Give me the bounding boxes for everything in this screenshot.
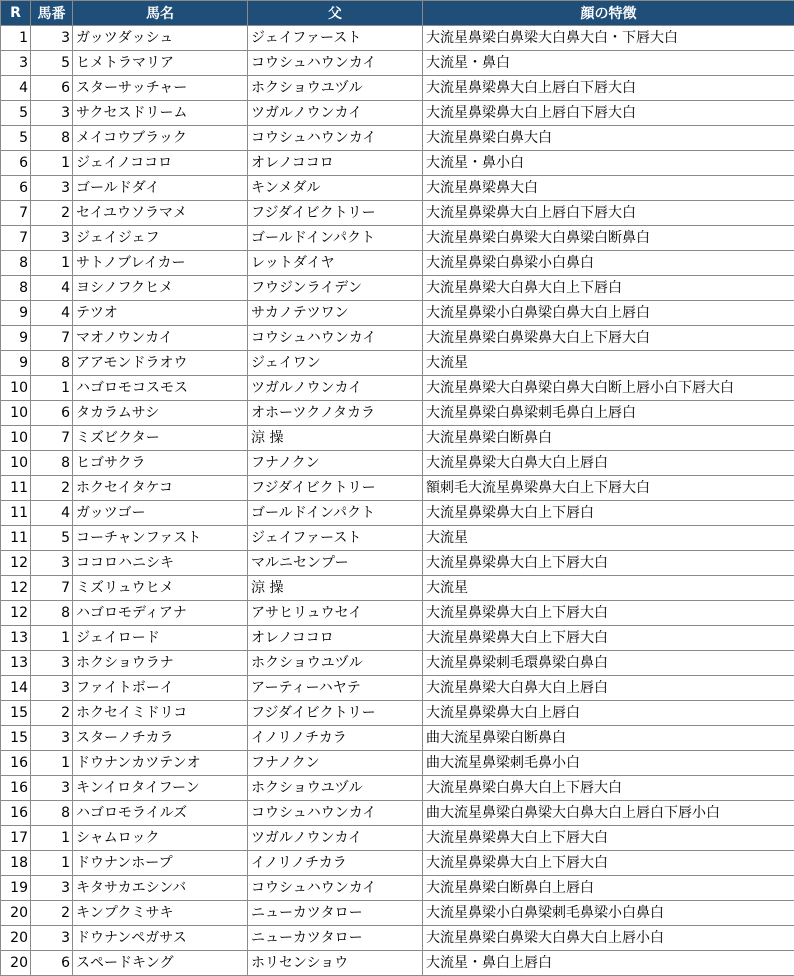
cell-face-features: 大流星鼻梁大白鼻大白上下唇白 <box>423 276 794 301</box>
cell-race: 3 <box>1 51 31 76</box>
cell-sire: 涼 操 <box>248 426 423 451</box>
cell-sire: ジェイファースト <box>248 26 423 51</box>
cell-number: 2 <box>31 901 73 926</box>
cell-sire: キンメダル <box>248 176 423 201</box>
cell-number: 3 <box>31 776 73 801</box>
cell-face-features: 大流星鼻梁小白鼻梁刺毛鼻梁小白鼻白 <box>423 901 794 926</box>
cell-horse-name: ヒゴサクラ <box>73 451 248 476</box>
cell-horse-name: ハゴロモディアナ <box>73 601 248 626</box>
cell-number: 3 <box>31 876 73 901</box>
cell-sire: オレノココロ <box>248 151 423 176</box>
cell-sire: ジェイワン <box>248 351 423 376</box>
cell-number: 1 <box>31 251 73 276</box>
cell-horse-name: ガッツゴー <box>73 501 248 526</box>
table-row <box>1 401 794 426</box>
cell-face-features: 大流星鼻梁白鼻梁小白鼻白 <box>423 251 794 276</box>
cell-race: 12 <box>1 601 31 626</box>
table-row <box>1 751 794 776</box>
cell-face-features: 大流星鼻梁鼻大白上唇白下唇大白 <box>423 101 794 126</box>
cell-race: 5 <box>1 126 31 151</box>
cell-sire: ホクショウユヅル <box>248 76 423 101</box>
table-row <box>1 101 794 126</box>
table-row <box>1 551 794 576</box>
cell-race: 9 <box>1 326 31 351</box>
table-row <box>1 201 794 226</box>
cell-race: 10 <box>1 451 31 476</box>
table-row <box>1 926 794 951</box>
cell-horse-name: セイユウソラマメ <box>73 201 248 226</box>
table-row <box>1 176 794 201</box>
cell-race: 1 <box>1 26 31 51</box>
table-row <box>1 576 794 601</box>
cell-face-features: 大流星鼻梁白鼻梁大白鼻大白・下唇大白 <box>423 26 794 51</box>
cell-sire: ホクショウユヅル <box>248 651 423 676</box>
cell-number: 8 <box>31 451 73 476</box>
table-row <box>1 301 794 326</box>
cell-sire: フウジンライデン <box>248 276 423 301</box>
table-body <box>1 26 794 976</box>
cell-sire: アーティーハヤテ <box>248 676 423 701</box>
cell-number: 6 <box>31 401 73 426</box>
cell-face-features: 大流星鼻梁白鼻梁刺毛鼻白上唇白 <box>423 401 794 426</box>
cell-race: 19 <box>1 876 31 901</box>
cell-number: 4 <box>31 276 73 301</box>
cell-number: 1 <box>31 151 73 176</box>
cell-sire: サカノテツワン <box>248 301 423 326</box>
cell-race: 15 <box>1 726 31 751</box>
cell-sire: オレノココロ <box>248 626 423 651</box>
cell-horse-name: ゴールドダイ <box>73 176 248 201</box>
cell-number: 2 <box>31 701 73 726</box>
cell-horse-name: スターサッチャー <box>73 76 248 101</box>
table-row <box>1 326 794 351</box>
cell-sire: オホーツクノタカラ <box>248 401 423 426</box>
cell-race: 20 <box>1 901 31 926</box>
cell-race: 11 <box>1 476 31 501</box>
cell-face-features: 大流星鼻梁鼻大白上下唇大白 <box>423 826 794 851</box>
table-row <box>1 801 794 826</box>
cell-race: 11 <box>1 526 31 551</box>
cell-sire: ツガルノウンカイ <box>248 101 423 126</box>
cell-horse-name: ドウナンカツテンオ <box>73 751 248 776</box>
table-row <box>1 426 794 451</box>
cell-sire: フジダイビクトリー <box>248 201 423 226</box>
cell-horse-name: ホクショウラナ <box>73 651 248 676</box>
cell-horse-name: シャムロック <box>73 826 248 851</box>
cell-sire: ツガルノウンカイ <box>248 826 423 851</box>
cell-number: 7 <box>31 326 73 351</box>
cell-number: 8 <box>31 126 73 151</box>
cell-face-features: 大流星 <box>423 351 794 376</box>
table-row <box>1 701 794 726</box>
cell-race: 13 <box>1 626 31 651</box>
cell-race: 12 <box>1 576 31 601</box>
cell-sire: コウシュハウンカイ <box>248 51 423 76</box>
cell-number: 1 <box>31 626 73 651</box>
table-row <box>1 351 794 376</box>
header-sire: 父 <box>248 1 423 26</box>
cell-face-features: 曲大流星鼻梁刺毛鼻小白 <box>423 751 794 776</box>
table-row <box>1 901 794 926</box>
cell-sire: 涼 操 <box>248 576 423 601</box>
cell-race: 16 <box>1 751 31 776</box>
cell-horse-name: ホクセイタケコ <box>73 476 248 501</box>
cell-horse-name: ハゴロモコスモス <box>73 376 248 401</box>
cell-race: 10 <box>1 426 31 451</box>
cell-number: 3 <box>31 676 73 701</box>
cell-horse-name: キタサカエシンバ <box>73 876 248 901</box>
table-row <box>1 826 794 851</box>
cell-face-features: 大流星・鼻白上唇白 <box>423 951 794 976</box>
cell-horse-name: スターノチカラ <box>73 726 248 751</box>
cell-number: 1 <box>31 826 73 851</box>
table-row <box>1 651 794 676</box>
cell-number: 1 <box>31 376 73 401</box>
header-name: 馬名 <box>73 1 248 26</box>
cell-horse-name: キンプクミサキ <box>73 901 248 926</box>
table-row <box>1 51 794 76</box>
header-number: 馬番 <box>31 1 73 26</box>
cell-number: 3 <box>31 176 73 201</box>
table-row <box>1 951 794 976</box>
table-row <box>1 601 794 626</box>
cell-sire: ツガルノウンカイ <box>248 376 423 401</box>
table-row <box>1 126 794 151</box>
cell-number: 4 <box>31 301 73 326</box>
cell-race: 17 <box>1 826 31 851</box>
cell-horse-name: サトノブレイカー <box>73 251 248 276</box>
cell-number: 4 <box>31 501 73 526</box>
cell-number: 2 <box>31 476 73 501</box>
cell-number: 7 <box>31 576 73 601</box>
cell-race: 10 <box>1 376 31 401</box>
cell-horse-name: マオノウンカイ <box>73 326 248 351</box>
table-row <box>1 676 794 701</box>
table-row <box>1 526 794 551</box>
cell-face-features: 曲大流星鼻梁白断鼻白 <box>423 726 794 751</box>
cell-face-features: 大流星鼻梁鼻大白 <box>423 176 794 201</box>
cell-race: 6 <box>1 151 31 176</box>
cell-horse-name: ドウナンホープ <box>73 851 248 876</box>
table-row <box>1 451 794 476</box>
cell-race: 20 <box>1 926 31 951</box>
cell-sire: フジダイビクトリー <box>248 701 423 726</box>
cell-number: 2 <box>31 201 73 226</box>
cell-race: 9 <box>1 351 31 376</box>
cell-sire: レットダイヤ <box>248 251 423 276</box>
cell-sire: イノリノチカラ <box>248 726 423 751</box>
cell-race: 8 <box>1 276 31 301</box>
cell-number: 8 <box>31 601 73 626</box>
cell-sire: フナノクン <box>248 751 423 776</box>
table-row <box>1 776 794 801</box>
table-row <box>1 151 794 176</box>
table-row <box>1 851 794 876</box>
cell-face-features: 大流星鼻梁小白鼻梁白鼻大白上唇白 <box>423 301 794 326</box>
cell-face-features: 大流星・鼻白 <box>423 51 794 76</box>
cell-horse-name: サクセスドリーム <box>73 101 248 126</box>
cell-number: 1 <box>31 751 73 776</box>
table-row <box>1 76 794 101</box>
cell-face-features: 大流星鼻梁大白鼻大白上唇白 <box>423 451 794 476</box>
cell-face-features: 大流星鼻梁白鼻大白上下唇大白 <box>423 776 794 801</box>
cell-sire: ホクショウユヅル <box>248 776 423 801</box>
cell-face-features: 大流星鼻梁鼻大白上下唇大白 <box>423 626 794 651</box>
table-row <box>1 626 794 651</box>
cell-face-features: 大流星鼻梁白鼻梁大白鼻大白上唇小白 <box>423 926 794 951</box>
table-row <box>1 726 794 751</box>
cell-horse-name: ドウナンペガサス <box>73 926 248 951</box>
cell-face-features: 大流星鼻梁鼻大白上下唇大白 <box>423 851 794 876</box>
cell-horse-name: メイコウブラック <box>73 126 248 151</box>
cell-face-features: 大流星鼻梁鼻大白上下唇大白 <box>423 601 794 626</box>
cell-number: 8 <box>31 351 73 376</box>
table-row <box>1 276 794 301</box>
cell-race: 8 <box>1 251 31 276</box>
cell-sire: フジダイビクトリー <box>248 476 423 501</box>
cell-sire: ニューカツタロー <box>248 901 423 926</box>
cell-sire: ゴールドインパクト <box>248 226 423 251</box>
cell-face-features: 大流星鼻梁鼻大白上唇白下唇大白 <box>423 201 794 226</box>
cell-race: 16 <box>1 776 31 801</box>
cell-face-features: 大流星 <box>423 526 794 551</box>
cell-horse-name: タカラムサシ <box>73 401 248 426</box>
cell-race: 9 <box>1 301 31 326</box>
cell-horse-name: ミズビクター <box>73 426 248 451</box>
cell-sire: フナノクン <box>248 451 423 476</box>
cell-sire: イノリノチカラ <box>248 851 423 876</box>
cell-horse-name: ホクセイミドリコ <box>73 701 248 726</box>
cell-race: 6 <box>1 176 31 201</box>
header-race: R <box>1 1 31 26</box>
cell-face-features: 大流星・鼻小白 <box>423 151 794 176</box>
cell-number: 6 <box>31 76 73 101</box>
cell-horse-name: キンイロタイフーン <box>73 776 248 801</box>
cell-number: 3 <box>31 726 73 751</box>
cell-face-features: 大流星鼻梁白鼻梁大白鼻梁白断鼻白 <box>423 226 794 251</box>
table-row <box>1 251 794 276</box>
cell-number: 3 <box>31 926 73 951</box>
cell-number: 5 <box>31 51 73 76</box>
cell-horse-name: スペードキング <box>73 951 248 976</box>
cell-sire: コウシュハウンカイ <box>248 326 423 351</box>
cell-horse-name: コーチャンファスト <box>73 526 248 551</box>
cell-face-features: 大流星 <box>423 576 794 601</box>
cell-number: 8 <box>31 801 73 826</box>
cell-race: 7 <box>1 201 31 226</box>
cell-number: 3 <box>31 651 73 676</box>
cell-horse-name: ジェイジェフ <box>73 226 248 251</box>
header-row <box>1 1 794 26</box>
cell-face-features: 大流星鼻梁鼻大白上下唇白 <box>423 501 794 526</box>
cell-horse-name: ハゴロモライルズ <box>73 801 248 826</box>
cell-sire: ホリセンショウ <box>248 951 423 976</box>
cell-race: 5 <box>1 101 31 126</box>
cell-number: 3 <box>31 551 73 576</box>
cell-sire: マルニセンプー <box>248 551 423 576</box>
cell-horse-name: ガッツダッシュ <box>73 26 248 51</box>
cell-horse-name: ジェイロード <box>73 626 248 651</box>
cell-horse-name: アアモンドラオウ <box>73 351 248 376</box>
cell-race: 20 <box>1 951 31 976</box>
cell-face-features: 大流星鼻梁鼻大白上下唇大白 <box>423 551 794 576</box>
cell-face-features: 曲大流星鼻梁白鼻梁大白鼻大白上唇白下唇小白 <box>423 801 794 826</box>
cell-number: 7 <box>31 426 73 451</box>
cell-race: 10 <box>1 401 31 426</box>
cell-face-features: 大流星鼻梁鼻大白上唇白下唇大白 <box>423 76 794 101</box>
table-row <box>1 376 794 401</box>
cell-face-features: 額刺毛大流星鼻梁鼻大白上下唇大白 <box>423 476 794 501</box>
cell-horse-name: テツオ <box>73 301 248 326</box>
cell-race: 18 <box>1 851 31 876</box>
cell-sire: ニューカツタロー <box>248 926 423 951</box>
cell-race: 12 <box>1 551 31 576</box>
cell-sire: ジェイファースト <box>248 526 423 551</box>
cell-face-features: 大流星鼻梁大白鼻梁白鼻大白断上唇小白下唇大白 <box>423 376 794 401</box>
cell-horse-name: ヒメトラマリア <box>73 51 248 76</box>
cell-race: 14 <box>1 676 31 701</box>
cell-sire: コウシュハウンカイ <box>248 126 423 151</box>
cell-face-features: 大流星鼻梁白断鼻白 <box>423 426 794 451</box>
cell-race: 16 <box>1 801 31 826</box>
cell-face-features: 大流星鼻梁白鼻梁鼻大白上下唇大白 <box>423 326 794 351</box>
cell-face-features: 大流星鼻梁刺毛環鼻梁白鼻白 <box>423 651 794 676</box>
cell-horse-name: ミズリュウヒメ <box>73 576 248 601</box>
cell-sire: アサヒリュウセイ <box>248 601 423 626</box>
cell-face-features: 大流星鼻梁大白鼻大白上唇白 <box>423 676 794 701</box>
cell-race: 15 <box>1 701 31 726</box>
cell-number: 3 <box>31 101 73 126</box>
cell-face-features: 大流星鼻梁白断鼻白上唇白 <box>423 876 794 901</box>
cell-number: 3 <box>31 26 73 51</box>
table-row <box>1 876 794 901</box>
cell-sire: コウシュハウンカイ <box>248 876 423 901</box>
table-row <box>1 476 794 501</box>
cell-race: 13 <box>1 651 31 676</box>
cell-race: 7 <box>1 226 31 251</box>
cell-number: 6 <box>31 951 73 976</box>
cell-horse-name: ファイトボーイ <box>73 676 248 701</box>
cell-horse-name: ジェイノココロ <box>73 151 248 176</box>
header-face: 顔の特徴 <box>423 1 794 26</box>
cell-number: 3 <box>31 226 73 251</box>
cell-sire: ゴールドインパクト <box>248 501 423 526</box>
cell-face-features: 大流星鼻梁鼻大白上唇白 <box>423 701 794 726</box>
table-row <box>1 226 794 251</box>
cell-race: 4 <box>1 76 31 101</box>
table-row <box>1 26 794 51</box>
cell-race: 11 <box>1 501 31 526</box>
cell-number: 1 <box>31 851 73 876</box>
cell-sire: コウシュハウンカイ <box>248 801 423 826</box>
cell-number: 5 <box>31 526 73 551</box>
cell-horse-name: ヨシノフクヒメ <box>73 276 248 301</box>
table-row <box>1 501 794 526</box>
cell-face-features: 大流星鼻梁白鼻大白 <box>423 126 794 151</box>
cell-horse-name: ココロハニシキ <box>73 551 248 576</box>
